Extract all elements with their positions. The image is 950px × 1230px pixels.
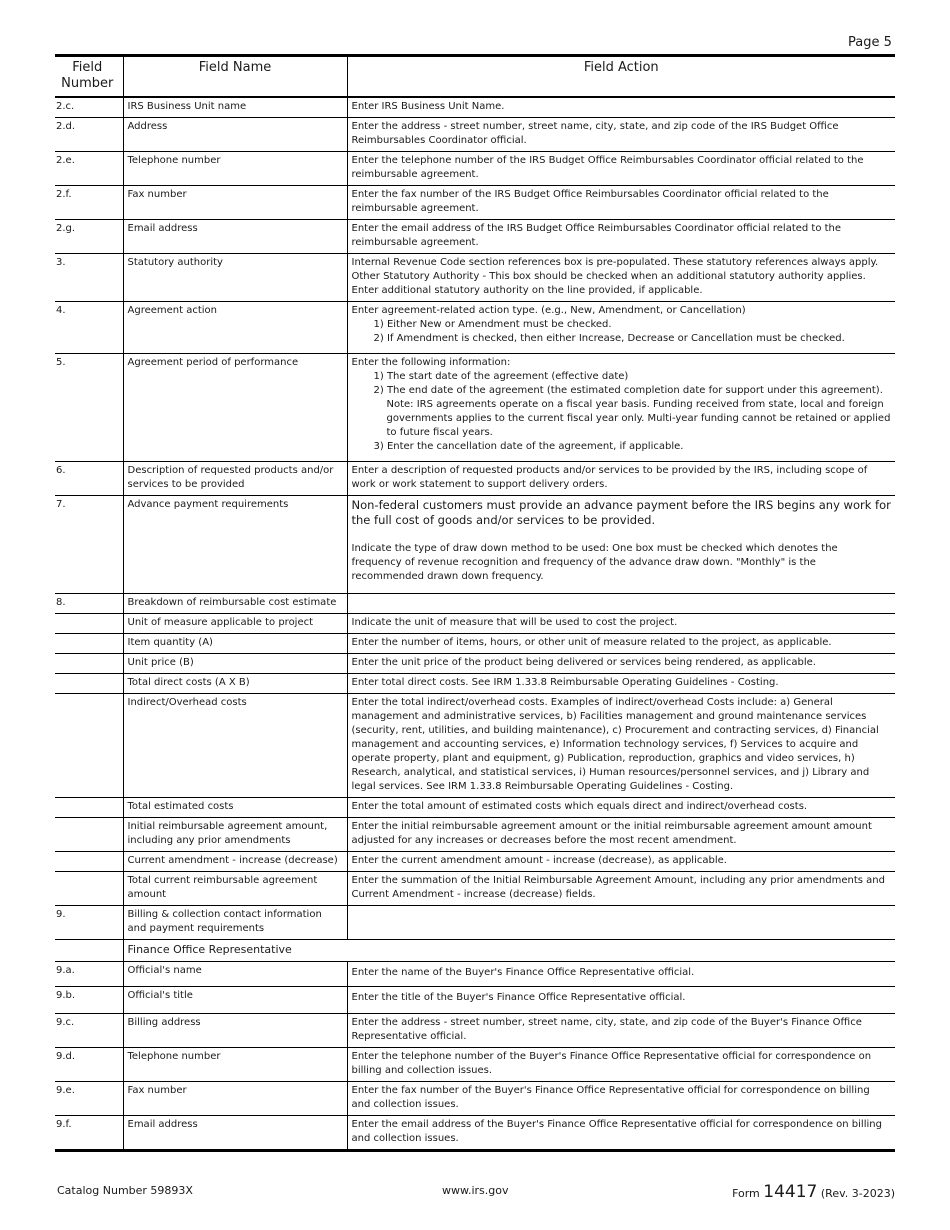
- field-number: 9.a.: [55, 962, 123, 987]
- field-name: Description of requested products and/or services to be provided: [123, 462, 347, 496]
- field-name: Total direct costs (A X B): [123, 674, 347, 694]
- field-number: [55, 694, 123, 798]
- table-row: [55, 594, 895, 614]
- field-number: 7.: [55, 496, 123, 594]
- field-number: 8.: [55, 594, 123, 614]
- field-number: [55, 818, 123, 852]
- table-row: [55, 1014, 895, 1048]
- header-field-name: Field Name: [123, 56, 347, 98]
- field-name: Billing & collection contact information and payment requirements: [123, 906, 347, 940]
- field-number: 6.: [55, 462, 123, 496]
- field-action: Enter a description of requested products and/or services to be provided by the IRS, including scope of work or work statement to support delivery orders.: [347, 462, 895, 496]
- catalog-number: Catalog Number 59893X: [57, 1184, 193, 1197]
- table-row: [55, 694, 895, 798]
- page-footer: [55, 1182, 895, 1202]
- header-field-number: Field Number: [55, 56, 123, 98]
- field-action: Enter the fax number of the Buyer's Finance Office Representative official for correspondence on billing and collection issues.: [347, 1082, 895, 1116]
- field-action: Internal Revenue Code section references box is pre-populated. These statutory references always apply. Other Statutory Authority - This box should be checked when an additional statutory authority applies. Enter additional statutory authority on the line provided, if applicable.: [347, 254, 895, 302]
- field-name: Official's name: [123, 962, 347, 987]
- field-number: [55, 634, 123, 654]
- table-row: [55, 1048, 895, 1082]
- field-action: Enter the title of the Buyer's Finance Office Representative official.: [347, 987, 895, 1014]
- form-identifier: [732, 1182, 895, 1202]
- field-name: Advance payment requirements: [123, 496, 347, 594]
- list-item: 1) Either New or Amendment must be checked.: [373, 319, 612, 330]
- field-name: IRS Business Unit name: [123, 97, 347, 118]
- table-row: [55, 614, 895, 634]
- action-sub-list: [352, 370, 892, 454]
- list-item: 2) If Amendment is checked, then either Increase, Decrease or Cancellation must be checked.: [373, 333, 845, 344]
- field-number: 9.f.: [55, 1116, 123, 1151]
- field-number: [55, 654, 123, 674]
- field-number: 9.c.: [55, 1014, 123, 1048]
- field-instructions-table: [55, 54, 895, 1152]
- table-row: [55, 1116, 895, 1151]
- table-row: [55, 906, 895, 940]
- field-number: 2.f.: [55, 186, 123, 220]
- field-action: Enter the address - street number, street name, city, state, and zip code of the Buyer's Finance Office Representative official.: [347, 1014, 895, 1048]
- header-field-action: Field Action: [347, 56, 895, 98]
- field-number: [55, 614, 123, 634]
- field-name: Email address: [123, 1116, 347, 1151]
- table-row: [55, 987, 895, 1014]
- form-number: 14417: [763, 1182, 818, 1202]
- field-number: 5.: [55, 354, 123, 462]
- field-name: Statutory authority: [123, 254, 347, 302]
- field-number: [55, 872, 123, 906]
- table-row: [55, 152, 895, 186]
- list-item: 2) The end date of the agreement (the estimated completion date for support under this agreement). Note: IRS agreements operate on a fiscal year basis. Funding received from state, local and foreign governments applies to the current fiscal year only. Multi-year funding cannot be retained or applied to future fiscal years.: [373, 385, 891, 438]
- field-action: Enter the unit price of the product being delivered or services being rendered, as applicable.: [347, 654, 895, 674]
- table-header-row: [55, 56, 895, 98]
- field-action: Enter IRS Business Unit Name.: [347, 97, 895, 118]
- field-number: [55, 852, 123, 872]
- field-action: Enter the telephone number of the Buyer's Finance Office Representative official for correspondence on billing and collection issues.: [347, 1048, 895, 1082]
- field-name: Fax number: [123, 186, 347, 220]
- table-row: [55, 798, 895, 818]
- field-name: Item quantity (A): [123, 634, 347, 654]
- table-row: [55, 1082, 895, 1116]
- section-row: [55, 940, 895, 962]
- field-name: Unit of measure applicable to project: [123, 614, 347, 634]
- field-name: Billing address: [123, 1014, 347, 1048]
- field-action: Enter the current amendment amount - increase (decrease), as applicable.: [347, 852, 895, 872]
- field-number: 3.: [55, 254, 123, 302]
- table-row: [55, 186, 895, 220]
- table-row: [55, 496, 895, 594]
- table-row: [55, 97, 895, 118]
- field-action: Enter the fax number of the IRS Budget Office Reimbursables Coordinator official related to the reimbursable agreement.: [347, 186, 895, 220]
- field-action: Enter the telephone number of the IRS Budget Office Reimbursables Coordinator official related to the reimbursable agreement.: [347, 152, 895, 186]
- table-row: [55, 872, 895, 906]
- table-row: [55, 118, 895, 152]
- field-name: Official's title: [123, 987, 347, 1014]
- action-intro: Enter agreement-related action type. (e.g., New, Amendment, or Cancellation): [351, 305, 746, 316]
- field-name: Telephone number: [123, 152, 347, 186]
- field-action: Enter the email address of the IRS Budget Office Reimbursables Coordinator official related to the reimbursable agreement.: [347, 220, 895, 254]
- website-link[interactable]: www.irs.gov: [442, 1184, 509, 1197]
- table-row: [55, 962, 895, 987]
- field-action: Enter the email address of the Buyer's Finance Office Representative official for correspondence on billing and collection issues.: [347, 1116, 895, 1151]
- field-name: Breakdown of reimbursable cost estimate: [123, 594, 347, 614]
- field-action: [347, 354, 895, 462]
- field-name: Initial reimbursable agreement amount, including any prior amendments: [123, 818, 347, 852]
- field-action: Enter the name of the Buyer's Finance Office Representative official.: [347, 962, 895, 987]
- table-row: [55, 852, 895, 872]
- field-number: 2.c.: [55, 97, 123, 118]
- table-row: [55, 220, 895, 254]
- field-number: 9.d.: [55, 1048, 123, 1082]
- field-number: 4.: [55, 302, 123, 354]
- table-row: [55, 654, 895, 674]
- table-row: [55, 674, 895, 694]
- page-number: Page 5: [848, 35, 892, 50]
- list-item: 3) Enter the cancellation date of the agreement, if applicable.: [373, 441, 684, 452]
- field-action: Enter the number of items, hours, or other unit of measure related to the project, as applicable.: [347, 634, 895, 654]
- field-name: Email address: [123, 220, 347, 254]
- draw-down-instructions: Indicate the type of draw down method to be used: One box must be checked which denotes the frequency of revenue recognition and frequency of the advance draw down. "Monthly" is the recommended drawn down frequency.: [351, 543, 838, 582]
- field-number: 2.g.: [55, 220, 123, 254]
- field-number: 2.d.: [55, 118, 123, 152]
- section-label: Finance Office Representative: [123, 940, 895, 962]
- field-action: [347, 906, 895, 940]
- field-name: Unit price (B): [123, 654, 347, 674]
- field-name: Indirect/Overhead costs: [123, 694, 347, 798]
- field-number: 2.e.: [55, 152, 123, 186]
- list-item: 1) The start date of the agreement (effective date): [373, 371, 629, 382]
- field-action: Enter the total indirect/overhead costs. Examples of indirect/overhead Costs include: a) General management and administrative services, b) Facilities management and ground maintenance services (security, rent, utilities, and building maintenance), c) Procurement and contracting services, d) Financial management and accounting services, e) Information technology services, f) Services to acquire and operate property, plant and equipment, g) Publication, reproduction, graphics and video services, h) Research, analytical, and statistical services, i) Human resources/personnel services, and j) Library and legal services. See IRM 1.33.8 Reimbursable Operating Guidelines - Costing.: [347, 694, 895, 798]
- advance-payment-note: Non-federal customers must provide an advance payment before the IRS begins any work for the full cost of goods and/or services to be provided.: [351, 498, 891, 527]
- field-action: [347, 302, 895, 354]
- field-name: Total current reimbursable agreement amount: [123, 872, 347, 906]
- field-number: 9.: [55, 906, 123, 940]
- field-name: Agreement action: [123, 302, 347, 354]
- table-row: [55, 302, 895, 354]
- field-number: [55, 674, 123, 694]
- field-name: Address: [123, 118, 347, 152]
- table-row: [55, 354, 895, 462]
- action-sub-list: [352, 318, 892, 346]
- table-row: [55, 254, 895, 302]
- table-row: [55, 634, 895, 654]
- field-number: [55, 798, 123, 818]
- field-name: Agreement period of performance: [123, 354, 347, 462]
- field-action: Enter the initial reimbursable agreement amount or the initial reimbursable agreement amount amount adjusted for any increases or decreases before the most recent amendment.: [347, 818, 895, 852]
- table-row: [55, 818, 895, 852]
- action-intro: Enter the following information:: [351, 357, 511, 368]
- form-word: Form: [732, 1187, 760, 1200]
- field-action: Enter the address - street number, street name, city, state, and zip code of the IRS Budget Office Reimbursables Coordinator official.: [347, 118, 895, 152]
- table-row: [55, 462, 895, 496]
- field-name: Telephone number: [123, 1048, 347, 1082]
- field-name: Fax number: [123, 1082, 347, 1116]
- field-action: Enter the summation of the Initial Reimbursable Agreement Amount, including any prior amendments and Current Amendment - increase (decrease) fields.: [347, 872, 895, 906]
- field-action: [347, 594, 895, 614]
- form-revision: (Rev. 3-2023): [820, 1187, 895, 1200]
- field-action: Indicate the unit of measure that will be used to cost the project.: [347, 614, 895, 634]
- field-action: Enter total direct costs. See IRM 1.33.8 Reimbursable Operating Guidelines - Costing.: [347, 674, 895, 694]
- field-name: Total estimated costs: [123, 798, 347, 818]
- field-number: 9.b.: [55, 987, 123, 1014]
- field-action: Enter the total amount of estimated costs which equals direct and indirect/overhead costs.: [347, 798, 895, 818]
- field-number: 9.e.: [55, 1082, 123, 1116]
- field-name: Current amendment - increase (decrease): [123, 852, 347, 872]
- field-action: [347, 496, 895, 594]
